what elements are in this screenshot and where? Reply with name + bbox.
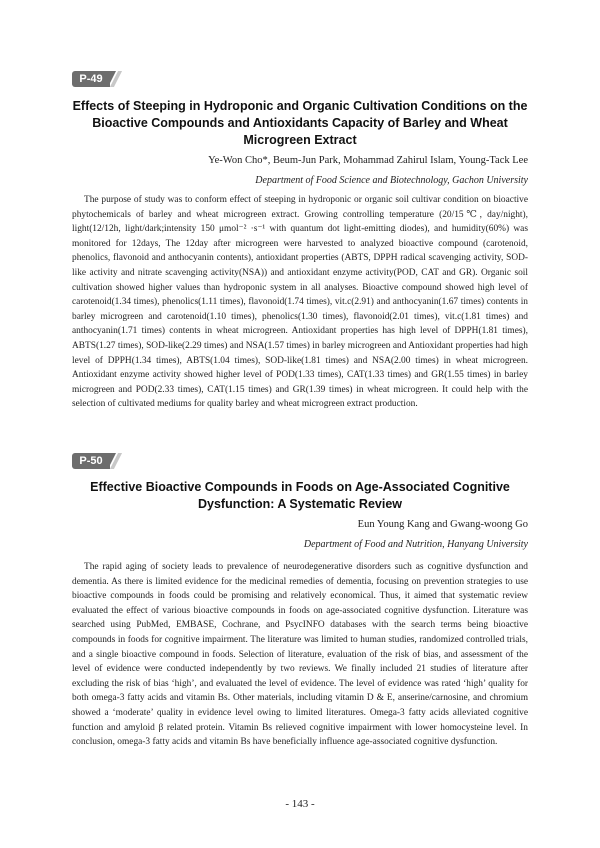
paper-badge <box>72 71 120 87</box>
paper-authors: Eun Young Kang and Gwang-woong Go <box>357 519 528 530</box>
paper-title: Effects of Steeping in Hydroponic and Organic Cultivation Conditions on the Bioactive Compounds and Antioxidants Capacity of Barley and Wheat Microgreen Extract <box>72 99 528 147</box>
paper-abstract: The rapid aging of society leads to prevalence of neurodegenerative disorders such as cognitive dysfunction and dementia. As there is limited evidence for the medicinal remedies of dementia, focusing on prevention strategies to use bioactive compounds in foods could be promising and relatively economical. Thus, it aimed that systematic review evaluated the effect of various bioactive compounds in foods on age-associated cognitive dysfunction. Literature was searched using PubMed, EMBASE, Cochrane, and PsycINFO databases with the search terms being bioactive compounds in foods for cognitive impairment. The literature was limited to human studies, randomized controlled trials, and a single bioactive compound in foods. Selection of literature, evaluation of the risk of bias, and assessment of the level of evidence were conducted independently by two reviews. We finally included 21 studies of literature after excluding the risk of bias ‘high’, and evaluated the level of evidence. The level of evidence was rated ‘high’ quality for both omega-3 fatty acids and vitamin Bs. Other materials, including vitamin D & E, anserine/carnosine, and chromium showed a ‘moderate’ quality in evidence level owing to limited literatures. Omega-3 fatty acids alleviated cognitive function and amyloid β related protein. Vitamin Bs relieved cognitive impairment with lower homocysteine level. In conclusion, omega-3 fatty acids and vitamin Bs have beneficially influence age-associated cognitive dysfunction. <box>72 562 528 748</box>
paper-abstract: The purpose of study was to conform effect of steeping in hydroponic or organic soil cultivar condition on bioactive phytochemicals of barley and wheat microgreen extract. Growing controlling temperature (20/15℃, day/night), light(12/12h, light/dark;intensity 150 μmol⁻² ·s⁻¹ with quantum dot light-emitting diodes), and humidity(60%) was monitored for 12days, The 12day after microgreen were harvested to analyzed bioactive compound (carotenoid, phenolics, flavonoid and anthocyanin contents), antioxidant properties (ABTS, DPPH radical scavenging activity, SOD-like activity and nitrate scavenging activity(NSA)) and antioxidant enzyme activity(POD, CAT and GR). Organic soil cultivation showed higher values than hydroponic system in all analyses. Bioactive compound showed high level of carotenoid(1.34 times), phenolics(1.11 times), flavonoid(1.74 times), vit.c(2.91) and anthocyanin(1.67 times) contents in barley microgreen and carotenoid(1.10 times), phenolics(1.30 times), flavonoid(2.01 times), vit.c(1.81 times) and anthocyanin(1.71 times) contents in wheat microgreen. Antioxidant properties has high level of DPPH(1.81 times), ABTS(1.27 times), SOD-like(2.29 times) and NSA(1.57 times) in barley microgreen and Antioxidant properties had high level of DPPH(1.34 times), ABTS(1.04 times), SOD-like(1.81 times) and NSA(2.00 times) in wheat microgreen. Antioxidant enzyme activity showed higher level of POD(1.33 times), CAT(1.33 times) and GR(1.55 times) in barley microgreen and POD(2.33 times), CAT(1.15 times) and GR(1.39 times) in wheat microgreen. It could help with the selection of cultivated mediums for quality barley and wheat microgreen extract production. <box>72 195 528 410</box>
paper-id: P-49 <box>79 73 103 85</box>
paper-affiliation: Department of Food and Nutrition, Hanyang University <box>303 539 528 550</box>
paper-id: P-50 <box>79 455 103 467</box>
paper-title: Effective Bioactive Compounds in Foods on Age-Associated Cognitive Dysfunction: A Systematic Review <box>90 480 510 511</box>
paper-badge <box>72 453 120 469</box>
paper-affiliation: Department of Food Science and Biotechnology, Gachon University <box>255 175 528 186</box>
page-number: - 143 - <box>285 798 315 810</box>
paper-authors: Ye-Won Cho*, Beum-Jun Park, Mohammad Zahirul Islam, Young-Tack Lee <box>208 155 528 166</box>
